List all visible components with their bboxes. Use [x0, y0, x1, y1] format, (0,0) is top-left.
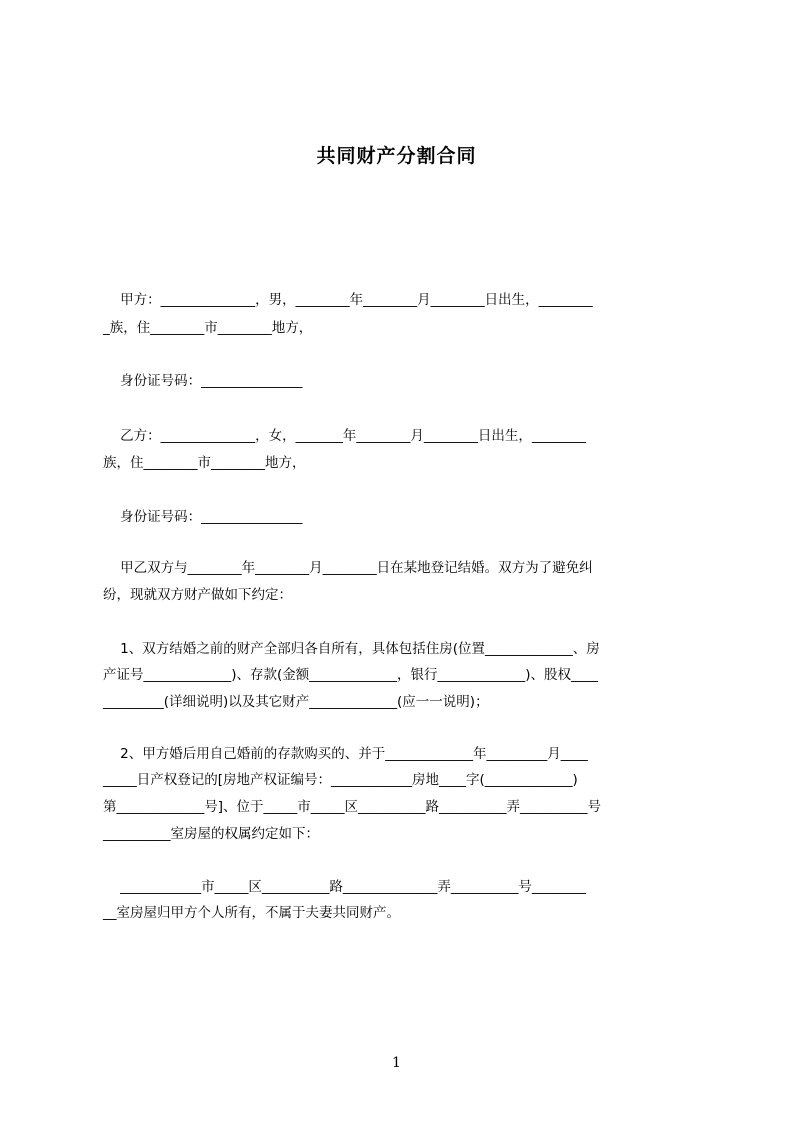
paragraph-line: 纷，现就双方财产做如下约定： — [103, 587, 292, 603]
paragraph-line: 乙方：______________，女，_______年________月________日出生，________ — [103, 428, 586, 444]
paragraph-line: 族，住________市________地方， — [103, 455, 306, 471]
paragraph-line: 甲方：______________，男，________年________月________日出生，________ — [103, 292, 593, 308]
paragraph-line: 身份证号码：_______________ — [103, 373, 303, 389]
paragraph-line: __室房屋归甲方个人所有，不属于夫妻共同财产。 — [103, 905, 400, 921]
paragraph-line: 产证号_____________)、存款(金额_____________，银行_____________)、股权____ — [103, 667, 599, 683]
paragraph-line: __________室房屋的权属约定如下： — [103, 826, 319, 842]
paragraph-line: _________(详细说明)以及其它财产_____________(应一一说明)； — [103, 694, 489, 710]
paragraph-line: 身份证号码：_______________ — [103, 509, 303, 525]
paragraph-line: _族，住________市________地方， — [103, 320, 313, 336]
paragraph-line: _____日产权登记的[房地产权证编号：____________房地____字(_____________) — [103, 772, 578, 788]
page-number: 1 — [392, 1055, 401, 1071]
paragraph-line: 第_____________号]、位于_____市_____区__________路__________弄__________号 — [103, 799, 602, 815]
paragraph-line: 1、双方结婚之前的财产全部归各自所有，具体包括住房(位置_____________、房 — [103, 641, 600, 657]
paragraph-line: ____________市_____区__________路______________弄__________号________ — [103, 879, 586, 895]
paragraph-line: 2、甲方婚后用自己婚前的存款购买的、并于_____________年_________月____ — [103, 746, 588, 762]
document-title: 共同财产分割合同 — [316, 145, 477, 167]
paragraph-line: 甲乙双方与________年________月________日在某地登记结婚。双方为了避免纠 — [103, 560, 593, 576]
